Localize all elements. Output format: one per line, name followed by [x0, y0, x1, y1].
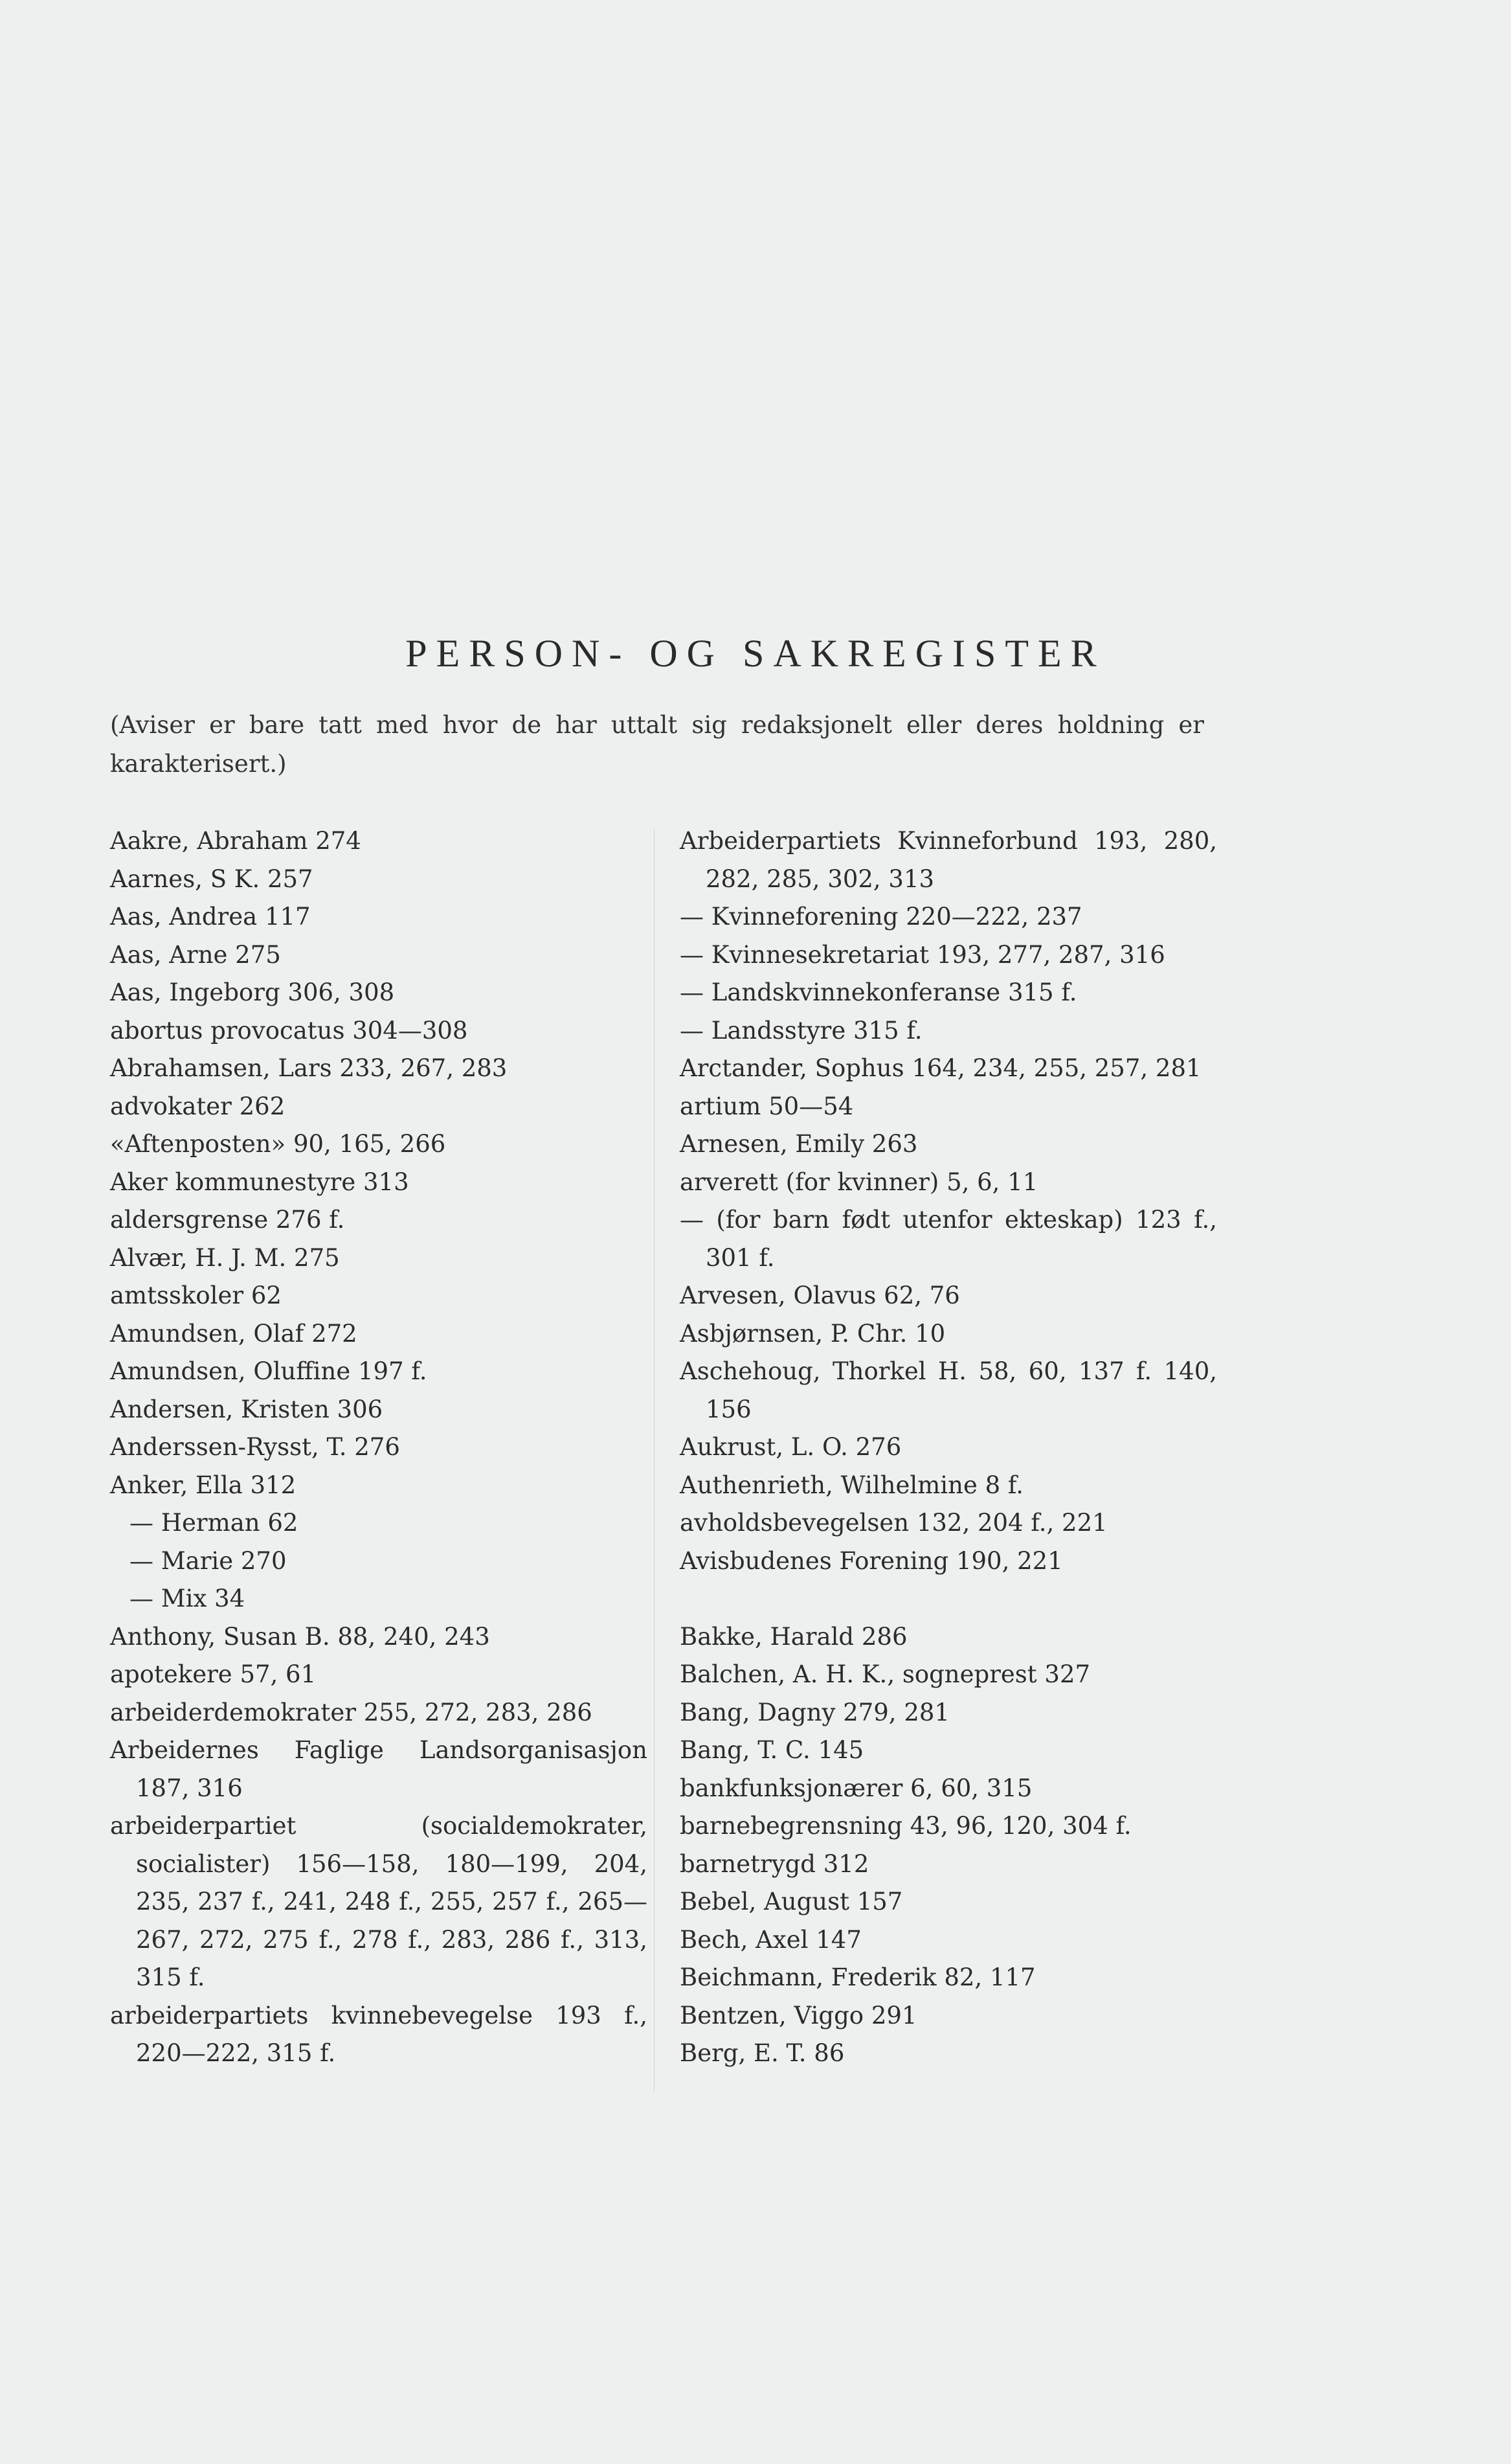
index-entry: Avisbudenes Forening 190, 221	[680, 1546, 1063, 1575]
index-entry: Asbjørnsen, P. Chr. 10	[680, 1319, 946, 1348]
index-entry: Aas, Andrea 117	[110, 903, 311, 931]
index-entry: avholdsbevegelsen 132, 204 f., 221	[680, 1509, 1108, 1537]
index-entry: barnetrygd 312	[680, 1849, 869, 1878]
index-entry: Arnesen, Emily 263	[680, 1130, 918, 1158]
index-entry: Anthony, Susan B. 88, 240, 243	[110, 1622, 490, 1651]
index-entry: Anker, Ella 312	[110, 1471, 297, 1499]
index-entry: Amundsen, Olaf 272	[110, 1319, 357, 1348]
right-column	[680, 822, 1217, 2073]
index-entry: Abrahamsen, Lars 233, 267, 283	[110, 1054, 508, 1082]
index-subentry: — Kvinneforening 220—222, 237	[680, 903, 1082, 931]
index-entry: Alvær, H. J. M. 275	[110, 1243, 340, 1272]
index-entry: arbeiderpartiets kvinnebevegelse 193 f., 220—222, 315 f.	[110, 2001, 647, 2067]
section-gap	[680, 1580, 1217, 1618]
index-entry: «Aftenposten» 90, 165, 266	[110, 1130, 446, 1158]
index-subentry: — Mix 34	[129, 1585, 245, 1612]
index-entry: Bang, T. C. 145	[680, 1736, 864, 1764]
index-subentry: — Landsstyre 315 f.	[680, 1016, 923, 1045]
index-subentry: — Herman 62	[129, 1509, 298, 1537]
index-entry: Arbeidernes Faglige Landsorganisasjon 187, 316	[110, 1736, 647, 1802]
index-entry: Amundsen, Oluffine 197 f.	[110, 1357, 427, 1385]
index-entry: Bentzen, Viggo 291	[680, 2001, 917, 2029]
index-entry: Bang, Dagny 279, 281	[680, 1698, 950, 1726]
index-entry: Aas, Arne 275	[110, 940, 281, 969]
index-entry: Arctander, Sophus 164, 234, 255, 257, 281	[680, 1054, 1202, 1082]
index-entry: Bebel, August 157	[680, 1888, 903, 1916]
index-entry: apotekere 57, 61	[110, 1660, 317, 1688]
index-subentry: — Landskvinnekonferanse 315 f.	[680, 978, 1077, 1006]
index-entry: advokater 262	[110, 1092, 285, 1120]
index-entry: Aschehoug, Thorkel H. 58, 60, 137 f. 140, 156	[680, 1357, 1217, 1423]
index-entry: arbeiderdemokrater 255, 272, 283, 286	[110, 1698, 592, 1726]
index-entry: arbeiderpartiet (socialdemokrater, socialister) 156—158, 180—199, 204, 235, 237 f., 241, 248 f., 255, 257 f., 265—267, 272, 275 f., 278 f., 283, 286 f., 313, 315 f.	[110, 1812, 647, 1991]
index-entry: arverett (for kvinner) 5, 6, 11	[680, 1168, 1038, 1196]
index-entry: Anderssen-Rysst, T. 276	[110, 1433, 400, 1461]
index-subentry: — Marie 270	[129, 1546, 287, 1575]
index-entry: Arvesen, Olavus 62, 76	[680, 1282, 960, 1309]
left-column	[110, 822, 647, 2073]
index-columns	[110, 822, 1224, 2118]
index-entry: aldersgrense 276 f.	[110, 1206, 345, 1234]
index-entry: abortus provocatus 304—308	[110, 1016, 468, 1045]
index-entry: Bech, Axel 147	[680, 1925, 862, 1954]
index-entry: Berg, E. T. 86	[680, 2039, 845, 2067]
index-subentry: — (for barn født utenfor ekteskap) 123 f., 301 f.	[680, 1206, 1217, 1272]
index-entry: Aakre, Abraham 274	[110, 827, 361, 855]
index-entry: amtsskoler 62	[110, 1282, 282, 1309]
subtitle-note: (Aviser er bare tatt med hvor de har uttalt sig redaksjonelt eller deres holdning er karakterisert.)	[110, 711, 1204, 778]
index-entry: Aukrust, L. O. 276	[680, 1433, 902, 1461]
index-entry: Arbeiderpartiets Kvinneforbund 193, 280, 282, 285, 302, 313	[680, 827, 1217, 893]
index-entry: barnebegrensning 43, 96, 120, 304 f.	[680, 1812, 1132, 1840]
index-subentry: — Kvinnesekretariat 193, 277, 287, 316	[680, 940, 1165, 969]
index-entry: Authenrieth, Wilhelmine 8 f.	[680, 1471, 1024, 1499]
index-entry: bankfunksjonærer 6, 60, 315	[680, 1774, 1033, 1802]
column-divider	[654, 829, 655, 2092]
index-entry: Balchen, A. H. K., sogneprest 327	[680, 1660, 1091, 1688]
page-title: PERSON- OG SAKREGISTER	[405, 632, 1106, 675]
index-entry: Aarnes, S K. 257	[110, 865, 313, 893]
index-entry: Aas, Ingeborg 306, 308	[110, 978, 395, 1006]
index-entry: artium 50—54	[680, 1092, 854, 1120]
index-entry: Aker kommunestyre 313	[110, 1168, 409, 1196]
index-entry: Andersen, Kristen 306	[110, 1395, 383, 1423]
index-entry: Bakke, Harald 286	[680, 1622, 908, 1651]
index-entry: Beichmann, Frederik 82, 117	[680, 1963, 1036, 1991]
